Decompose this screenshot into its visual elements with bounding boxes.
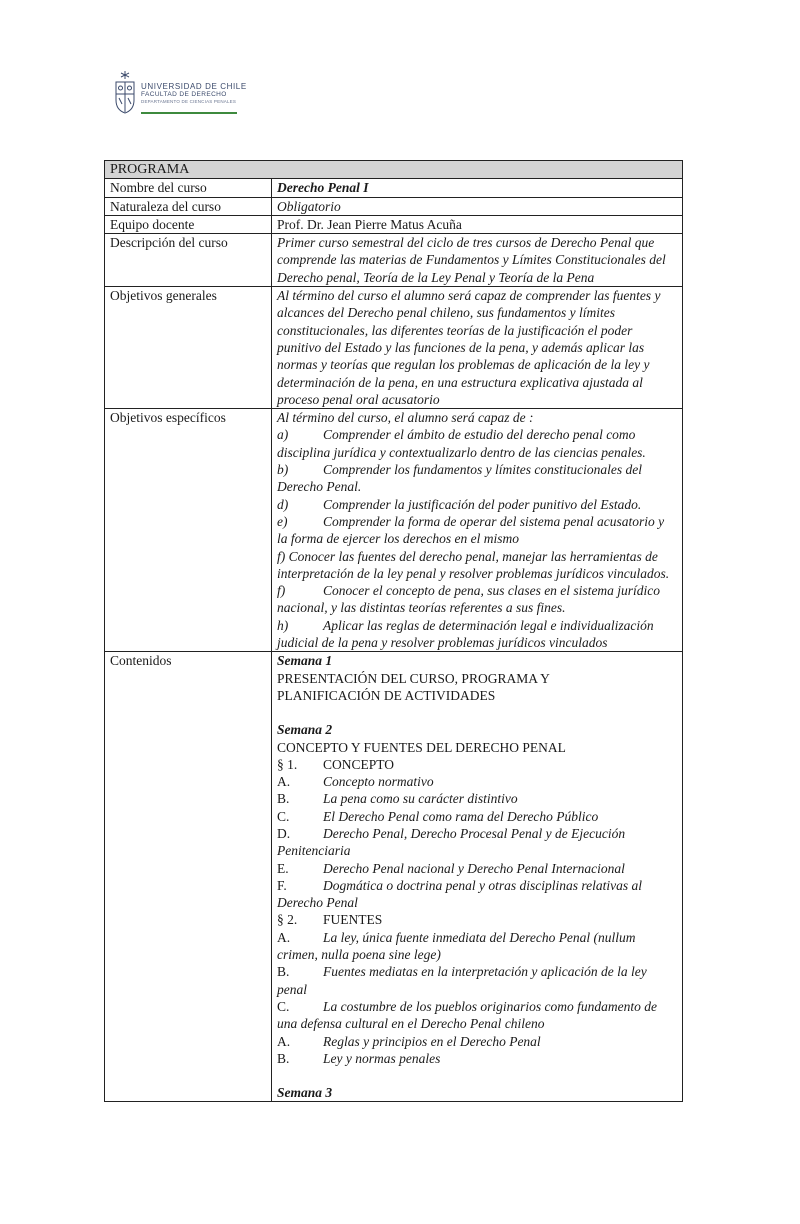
semana-1-title-line-2: PLANIFICACIÓN DE ACTIVIDADES [277, 687, 496, 703]
semana-1-heading: Semana 1 [277, 653, 333, 669]
value-naturaleza: Obligatorio [272, 197, 683, 215]
row-contenidos [105, 652, 683, 1102]
value-contenidos [272, 652, 683, 1102]
row-especificos [105, 409, 683, 652]
especificos-item: f) Conocer las fuentes del derecho penal, manejar las herramientas de interpretación de la ley penal y resolver problemas jurídicos vinculados. [277, 548, 670, 581]
semana-3-heading: Semana 3 [277, 1085, 333, 1101]
row-descripcion [105, 234, 683, 287]
section-2-heading: § 2. FUENTES [277, 912, 383, 928]
semana-2-title: CONCEPTO Y FUENTES DEL DERECHO PENAL [277, 739, 566, 755]
semana-2-heading: Semana 2 [277, 722, 333, 738]
spacer [277, 1067, 677, 1084]
especificos-item: d) Comprender la justificación del poder punitivo del Estado. [277, 496, 642, 512]
logo-faculty-name: FACULTAD DE DERECHO [141, 91, 227, 98]
label-contenidos: Contenidos [105, 652, 272, 1102]
value-generales: Al término del curso el alumno será capaz de comprender las fuentes y alcances del Derecho penal chileno, sus fundamentos y límites constitucionales, las diferentes teorías de la justificación el poder punitivo del Estado y las funciones de la pena, y además aplicar las normas y teorías que regulan los problemas de aplicación de la ley y determinación de la pena, en una estructura explicativa ajustada al proceso penal oral acusatorio [272, 287, 683, 409]
label-nombre: Nombre del curso [105, 179, 272, 197]
logo-university-name: UNIVERSIDAD DE CHILE [141, 82, 247, 91]
section-1-item: B. La pena como su carácter distintivo [277, 791, 518, 807]
section-1-item: F. Dogmática o doctrina penal y otras disciplinas relativas al Derecho Penal [277, 877, 642, 911]
especificos-item: h) Aplicar las reglas de determinación legal e individualización judicial de la pena y resolver problemas jurídicos vinculados [277, 617, 654, 651]
especificos-item: a) Comprender el ámbito de estudio del derecho penal como disciplina jurídica y contextualizarlo dentro de las ciencias penales. [277, 427, 646, 460]
especificos-item: f) Conocer el concepto de pena, sus clases en el sistema jurídico nacional, y las distintas teorías referentes a sus fines. [277, 583, 661, 616]
row-nombre [105, 179, 683, 197]
row-naturaleza [105, 197, 683, 215]
university-logo [113, 70, 247, 118]
label-especificos: Objetivos específicos [105, 409, 272, 652]
section-2-item: B. Ley y normas penales [277, 1050, 441, 1066]
section-2-item: A. Reglas y principios en el Derecho Penal [277, 1033, 541, 1049]
especificos-intro: Al término del curso, el alumno será capaz de : [277, 410, 534, 426]
section-2-item: C. La costumbre de los pueblos originarios como fundamento de una defensa cultural en el Derecho Penal chileno [277, 998, 657, 1032]
logo-green-rule [141, 112, 237, 114]
section-1-heading: § 1. CONCEPTO [277, 756, 395, 772]
row-generales [105, 287, 683, 409]
semana-1-title-line-1: PRESENTACIÓN DEL CURSO, PROGRAMA Y [277, 670, 550, 686]
label-equipo: Equipo docente [105, 215, 272, 233]
label-descripcion: Descripción del curso [105, 234, 272, 287]
value-especificos [272, 409, 683, 652]
section-1-item: A. Concepto normativo [277, 774, 434, 790]
section-2-item: B. Fuentes mediatas en la interpretación y aplicación de la ley penal [277, 964, 647, 997]
especificos-item: b) Comprender los fundamentos y límites constitucionales del Derecho Penal. [277, 462, 642, 495]
label-naturaleza: Naturaleza del curso [105, 197, 272, 215]
section-1-item: C. El Derecho Penal como rama del Derecho Público [277, 808, 599, 824]
university-crest-icon [113, 70, 137, 114]
program-title: PROGRAMA [105, 161, 683, 179]
spacer [277, 704, 677, 721]
especificos-item: e) Comprender la forma de operar del sistema penal acusatorio y la forma de ejercer los derechos en el mismo [277, 513, 665, 547]
section-1-item: D. Derecho Penal, Derecho Procesal Penal y de Ejecución Penitenciaria [277, 825, 626, 859]
program-table [104, 160, 683, 1102]
section-1-item: E. Derecho Penal nacional y Derecho Penal Internacional [277, 860, 625, 876]
logo-department-name: DEPARTAMENTO DE CIENCIAS PENALES [141, 99, 237, 104]
value-descripcion: Primer curso semestral del ciclo de tres cursos de Derecho Penal que comprende las materias de Fundamentos y Límites Constitucionales del Derecho penal, Teoría de la Ley Penal y Teoría de la Pena [272, 234, 683, 287]
value-equipo: Prof. Dr. Jean Pierre Matus Acuña [272, 215, 683, 233]
row-equipo [105, 215, 683, 233]
logo-wordmark [141, 82, 247, 105]
section-2-item: A. La ley, única fuente inmediata del Derecho Penal (nullum crimen, nulla poena sine lege) [277, 929, 636, 963]
label-generales: Objetivos generales [105, 287, 272, 409]
value-nombre: Derecho Penal I [272, 179, 683, 197]
program-header-row [105, 161, 683, 179]
